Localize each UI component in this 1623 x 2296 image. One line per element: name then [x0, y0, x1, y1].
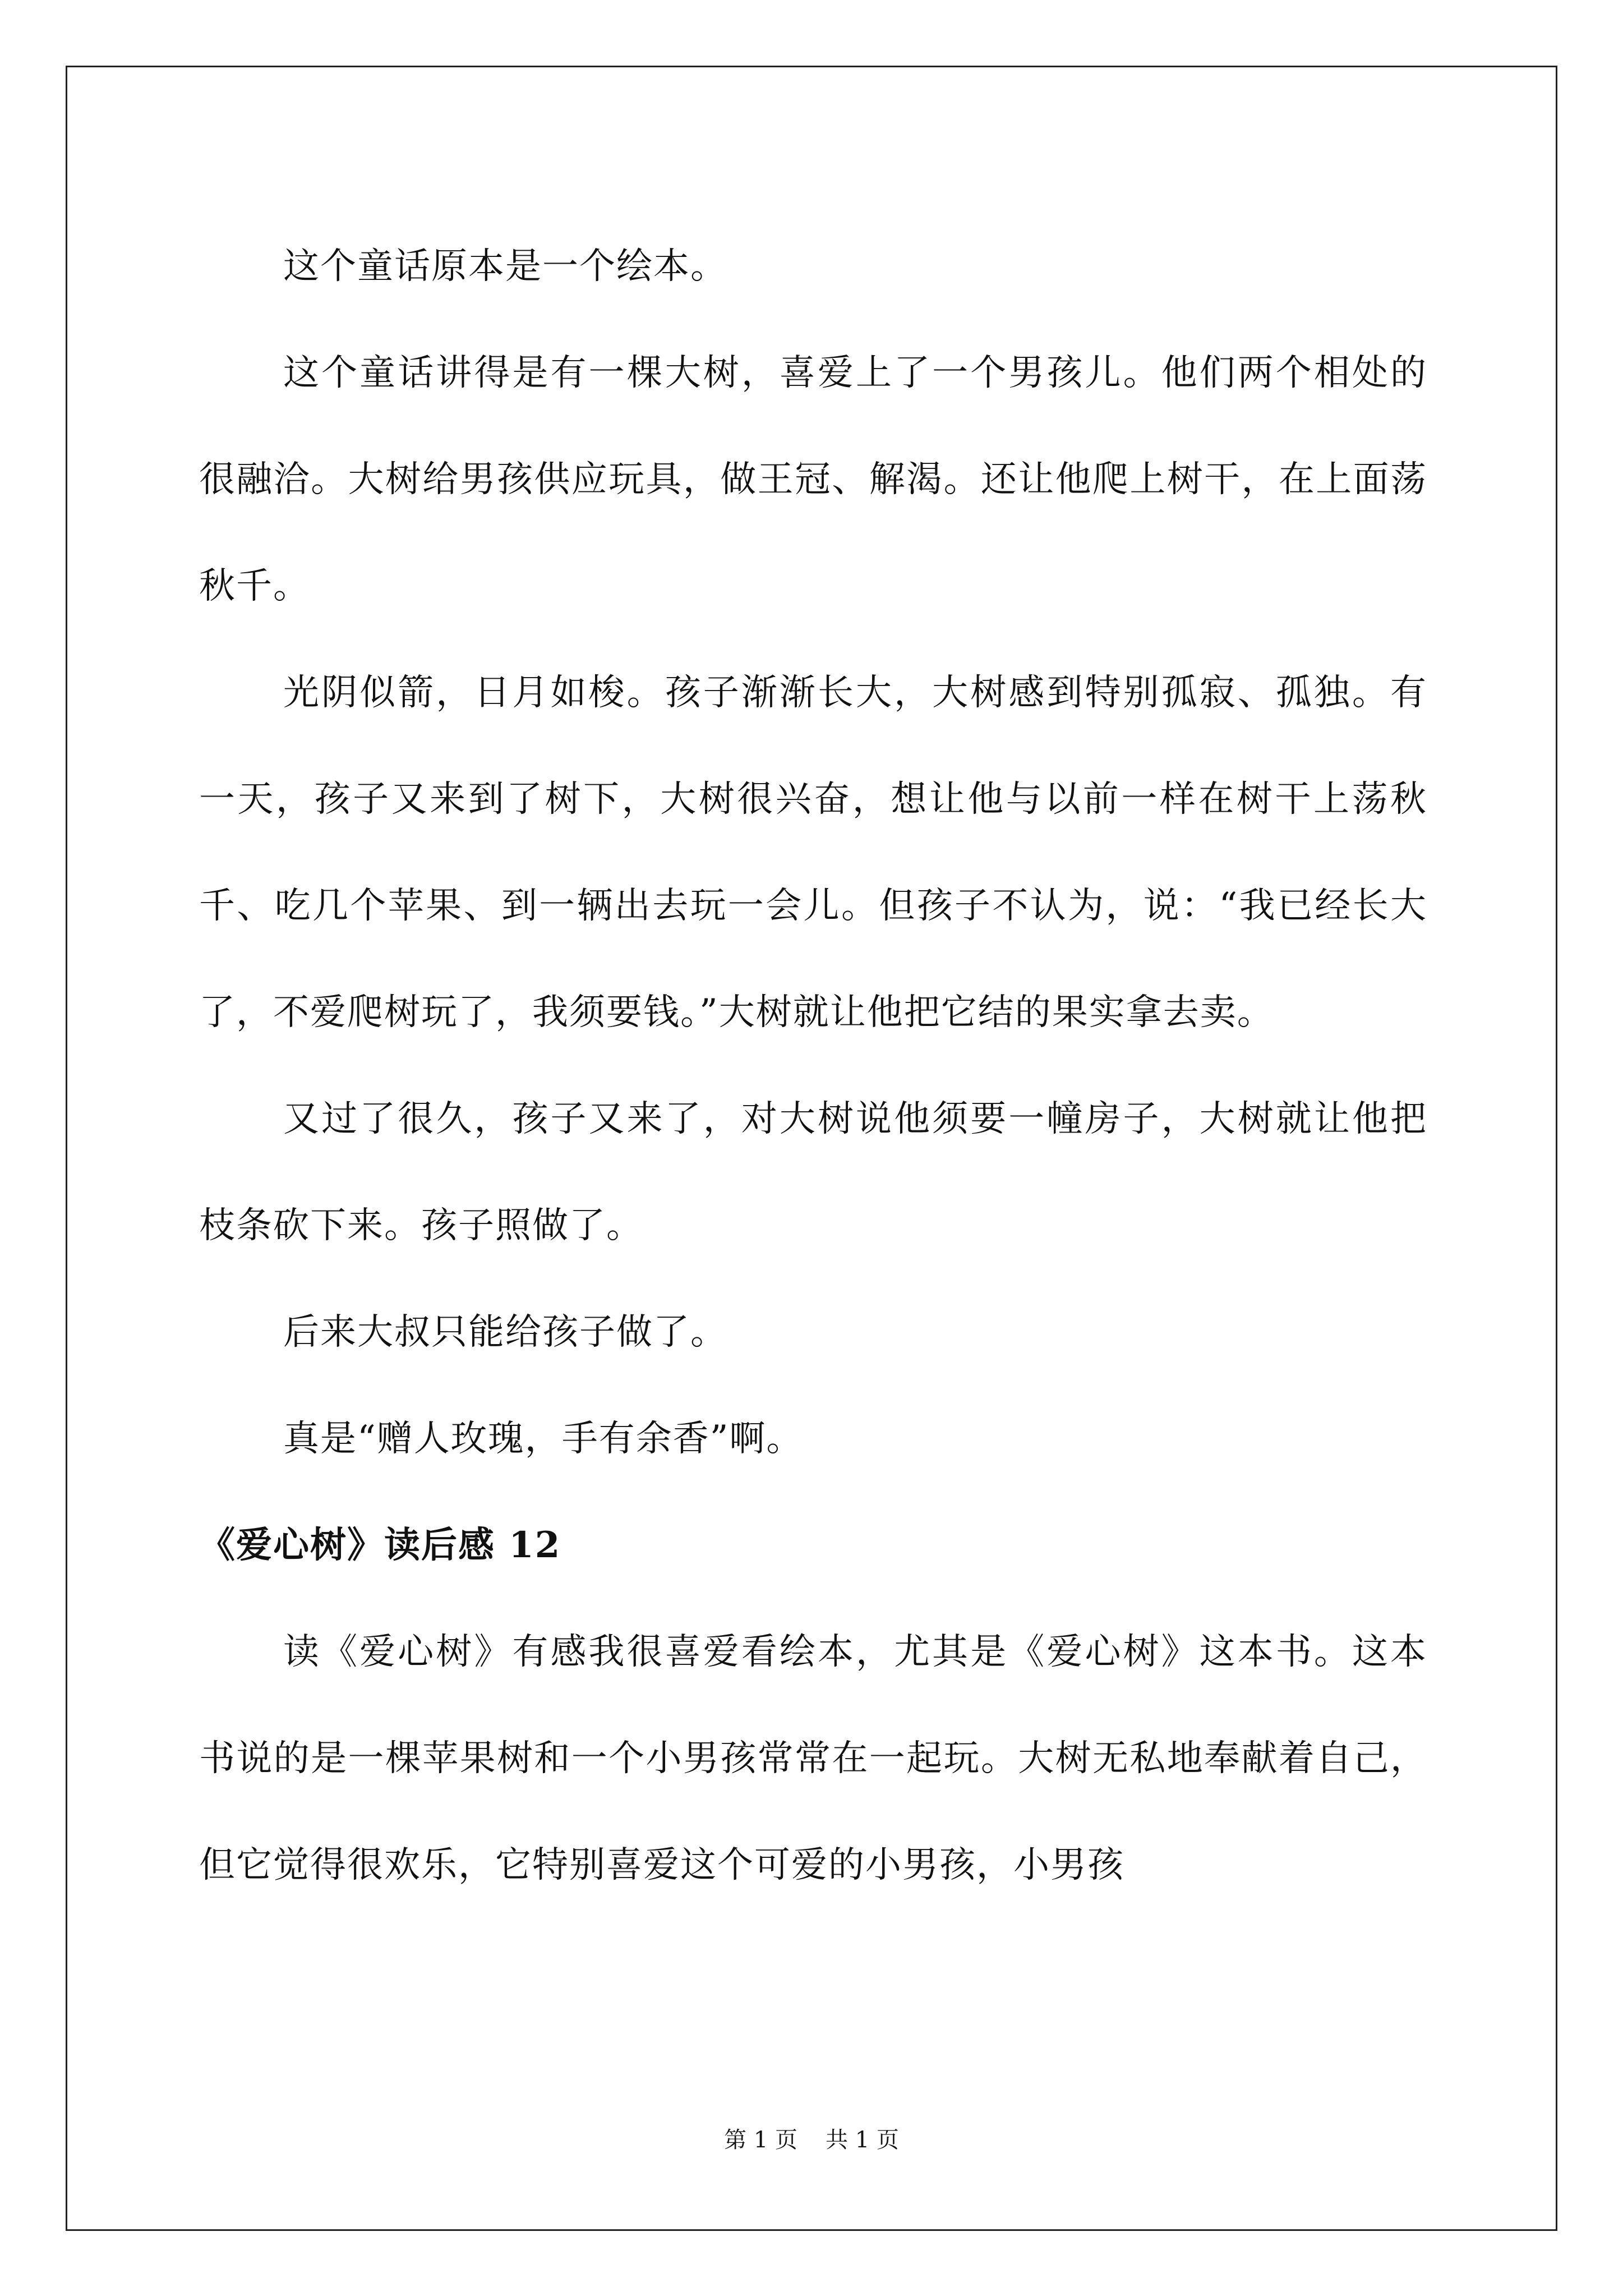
document-body [199, 213, 1427, 1918]
paragraph: 真是“赠人玫瑰，手有余香”啊。 [283, 1418, 804, 1460]
paragraph: 光阴似箭，日月如梭。孩子渐渐长大，大树感到特别孤寂、孤独。有一天，孩子又来到了树下，大树很兴奋，想让他与以前一样在树干上荡秋千、吃几个苹果、到一辆出去玩一会儿。但孩子不认为，说：“我已经长大了，不爱爬树玩了，我须要钱。”大树就让他把它结的果实拿去卖。 [199, 672, 1427, 1033]
paragraph: 又过了很久，孩子又来了，对大树说他须要一幢房子，大树就让他把枝条砍下来。孩子照做了。 [199, 1098, 1427, 1246]
section-heading: 《爱心树》读后感 12 [199, 1524, 561, 1566]
page-footer [0, 2123, 1623, 2157]
page-total: 共 1 页 [826, 2127, 899, 2153]
paragraph: 读《爱心树》有感我很喜爱看绘本，尤其是《爱心树》这本书。这本书说的是一棵苹果树和一个小男孩常常在一起玩。大树无私地奉献着自己，但它觉得很欢乐，它特别喜爱这个可爱的小男孩，小男孩 [199, 1631, 1427, 1886]
paragraph: 这个童话讲得是有一棵大树，喜爱上了一个男孩儿。他们两个相处的很融洽。大树给男孩供应玩具，做王冠、解渴。还让他爬上树干，在上面荡秋千。 [199, 352, 1427, 607]
page-number: 第 1 页 [724, 2127, 797, 2153]
paragraph: 后来大叔只能给孩子做了。 [283, 1312, 727, 1353]
paragraph: 这个童话原本是一个绘本。 [283, 246, 727, 287]
